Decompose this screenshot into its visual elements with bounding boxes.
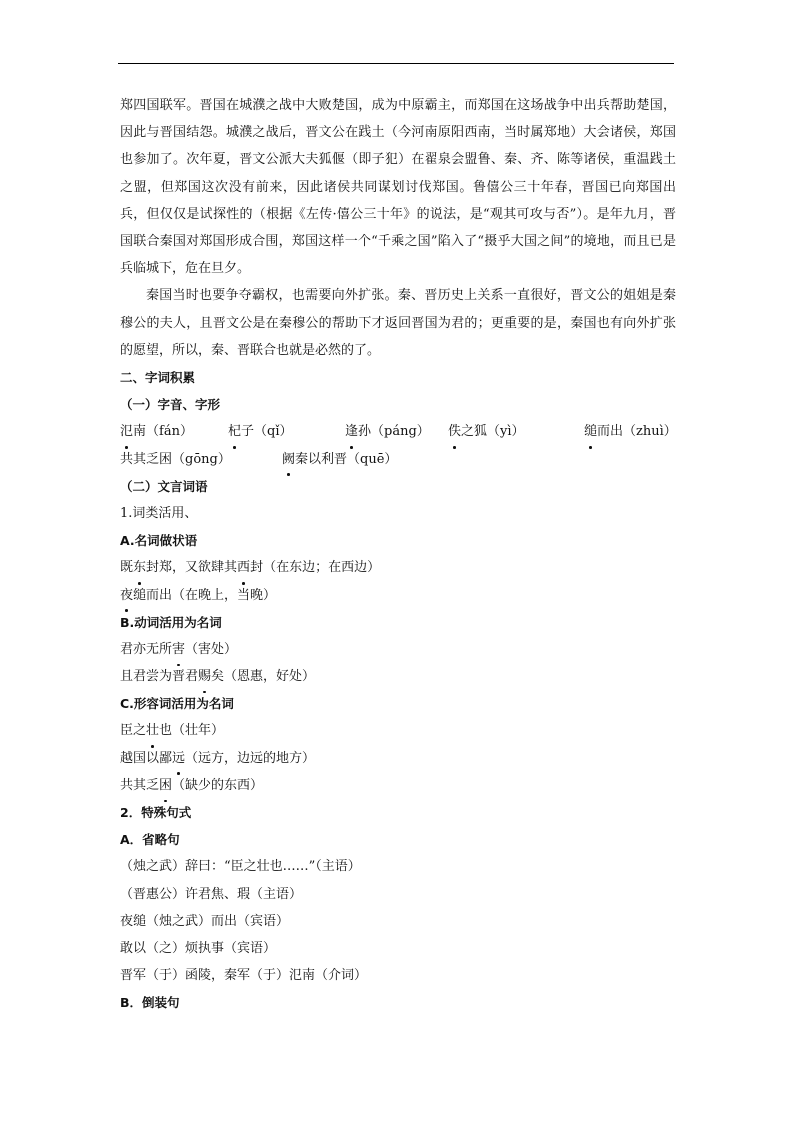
example-text: 封（在东边；在西边） [250,560,381,576]
example-text: 君亦无所 [120,641,173,657]
pron-item [120,446,231,473]
example-text: 也（壮年） [159,723,225,739]
pron-item [120,418,193,445]
dotted-char: 西 [237,554,250,581]
example-text: （害处） [185,641,238,657]
pronunciation-row-1 [120,418,676,445]
pron-item [228,418,293,445]
example-line [120,772,676,799]
example-line [120,582,676,609]
section-heading: 二、字词积累 [120,370,196,386]
example-text: 缒而出（在晚上，当晚） [133,587,277,603]
dotted-char: 远 [172,745,185,772]
background-paragraph-1: 郑四国联军。晋国在城濮之战中大败楚国，成为中原霸主，而郑国在这场战争中出兵帮助楚国，因此与晋国结怨。城濮之战后，晋文公在践土（今河南原阳西南，当时属郑地）大会诸侯，郑国也参加了。次年夏，晋文公派大夫狐偃（即子犯）在翟泉会盟鲁、秦、齐、陈等诸侯，重温践土之盟，但郑国这次没有前来，因此诸侯共同谋划讨伐郑国。鲁僖公三十年春，晋国已向郑国出兵，但仅仅是试探性的（根据《左传·僖公三十年》的说法，是“观其可攻与否”）。是年九月，晋国联合秦国对郑国形成合围，郑国这样一个“千乘之国”陷入了“摄乎大国之间”的境地，而且已是兵临城下，危在旦夕。 [120,98,676,277]
example-text: 矣（恩惠，好处） [211,669,316,685]
example-line [120,745,676,772]
example-text: 既 [120,560,134,576]
example-text: （远方，边远的地方） [185,750,316,766]
example-line [120,554,676,581]
dotted-char: 阙 [282,446,295,473]
dotted-char: 杞 [228,418,241,445]
dotted-char: 氾 [120,418,133,445]
pron-item [448,418,525,445]
pron-text: 之狐（yì） [461,424,525,440]
item-heading-word-class: 1.词类活用、 [120,505,198,521]
example-line [120,717,676,744]
pron-text: 而出（zhuì） [597,424,677,440]
omission-example: （烛之武）辞曰：“臣之壮也……”（主语） [120,859,361,875]
omission-example: 晋军（于）函陵，秦军（于）氾南（介词） [120,968,368,984]
pronunciation-row-2 [120,446,676,473]
dotted-char: 夜 [120,582,133,609]
main-content [120,92,676,1017]
dotted-char: 东 [133,554,146,581]
example-text: 共其乏 [120,777,160,793]
pron-item [584,418,677,445]
pron-pinyin: gōng [185,451,218,467]
omission-example: 敢以（之）烦执事（宾语） [120,940,277,956]
example-text: 且君尝为晋君 [120,669,199,685]
item-heading-sentence-patterns: 2．特殊句式 [120,805,192,821]
background-paragraph-2: 秦国当时也要争夺霸权，也需要向外扩张。秦、晋历史上关系一直很好，晋文公的姐姐是秦穆公的夫人，且晋文公是在秦穆公的帮助下才返回晋国为君的；更重要的是，秦国也有向外扩张的愿望，所以，秦、晋联合也就是必然的了。 [120,288,676,358]
group-a-title: A.名词做状语 [120,533,198,549]
omission-example: （晋惠公）许君焦、瑕（主语） [120,886,303,902]
pron-text: ） [217,451,231,467]
example-text: 封郑，又欲肆其 [146,560,238,576]
dotted-char: 缒 [584,418,597,445]
group-b-title: B.动词活用为名词 [120,614,222,630]
dotted-char: 困 [159,772,172,799]
example-line [120,636,676,663]
dotted-char: 壮 [146,717,159,744]
example-text: 臣之 [120,723,147,739]
pron-text: 共其乏困（ [120,451,186,467]
group-c-title: C.形容词活用为名词 [120,696,234,712]
pron-item [282,446,397,473]
subheading-vocabulary: （二）文言词语 [120,478,208,494]
pron-item [345,418,430,445]
header-rule [118,63,674,64]
dotted-char: 赐 [198,663,211,690]
example-text: 越国以鄙 [120,750,173,766]
dotted-char: 佚 [448,418,461,445]
dotted-char: 害 [172,636,185,663]
dotted-char: 逢 [345,418,358,445]
example-line [120,663,676,690]
pron-text: 秦以利晋（quē） [295,451,398,467]
group-b2-title: B．倒装句 [120,995,180,1011]
omission-example: 夜缒（烛之武）而出（宾语） [120,913,290,929]
pron-text: 南（fán） [133,424,193,440]
pron-text: 孙（páng） [358,424,430,440]
pron-text: 子（qǐ） [241,424,293,440]
subheading-pronunciation: （一）字音、字形 [120,397,221,413]
example-text: （缺少的东西） [172,777,264,793]
group-a2-title: A．省略句 [120,832,180,848]
